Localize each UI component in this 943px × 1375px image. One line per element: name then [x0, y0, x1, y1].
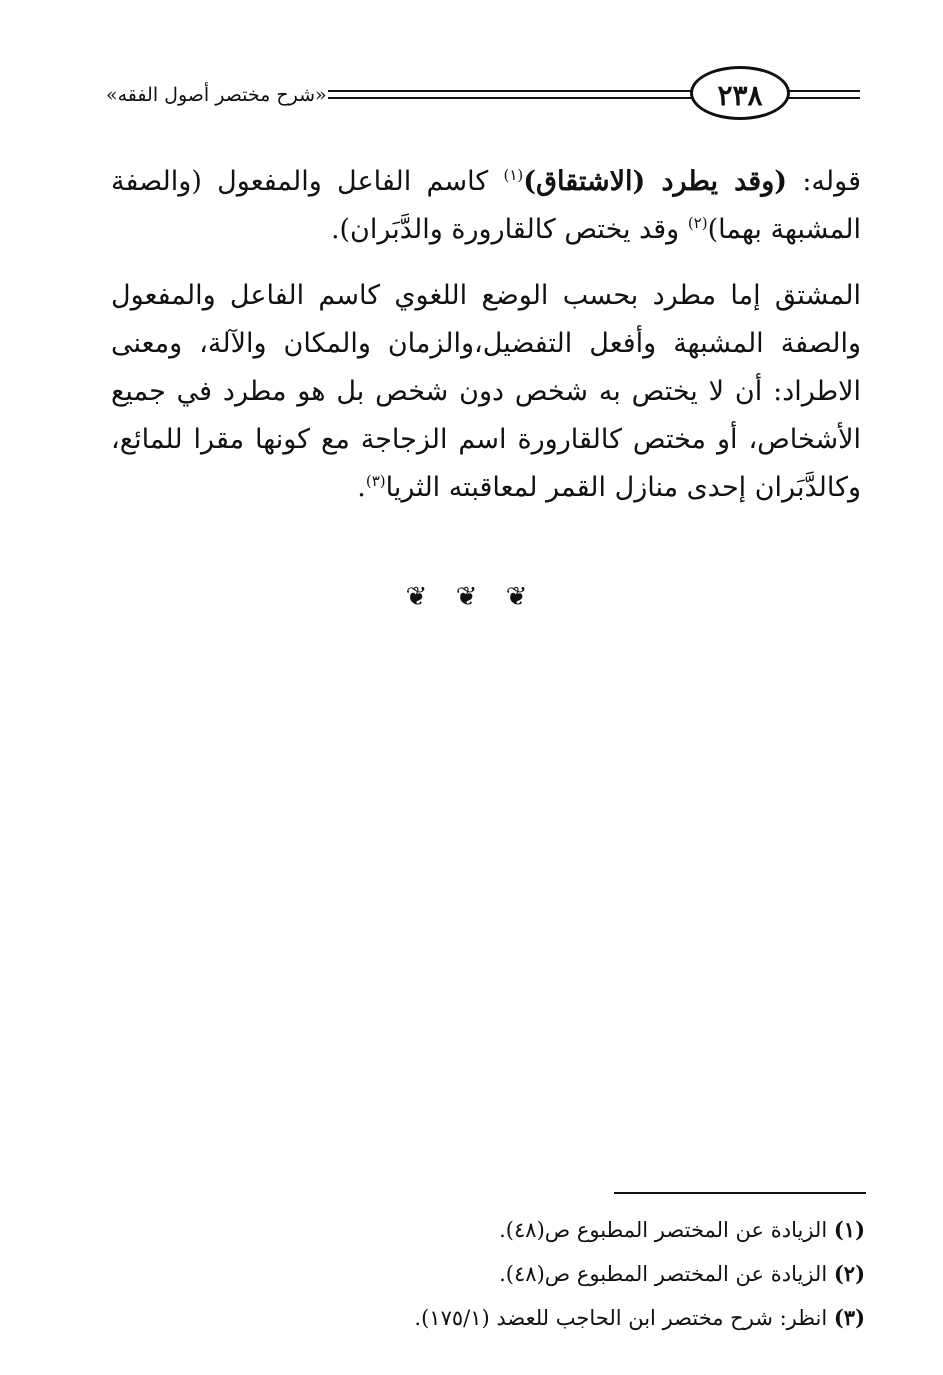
footnote-text: الزيادة عن المختصر المطبوع ص(٤٨).	[499, 1218, 834, 1242]
commentary-text: المشتق إما مطرد بحسب الوضع اللغوي كاسم الفاعل والمفعول والصفة المشبهة وأفعل التفضيل،والزمان والمكان والآلة، ومعنى الاطراد: أن لا يختص به شخص دون شخص بل هو مطرد في جميع الأشخاص، أو مختص كالقارورة اسم الزجاجة مع كونها مقرا للمائع، وكالدَّبَران إحدى منازل القمر لمعاقبته الثريا	[111, 280, 861, 503]
footnote-ref-3[interactable]: (٣)	[365, 472, 386, 490]
page-header	[90, 62, 860, 126]
quoted-matn-paragraph	[111, 158, 861, 254]
footnote-number: (١)	[833, 1217, 865, 1242]
intro-text: قوله:	[787, 166, 861, 197]
footnote-separator	[614, 1192, 866, 1194]
page-number: ٢٣٨	[690, 66, 790, 120]
footnote-number: (٢)	[833, 1261, 865, 1286]
footnote-1	[165, 1208, 865, 1252]
footnotes	[165, 1208, 865, 1340]
bold-quote: (وقد يطرد (الاشتقاق)	[523, 166, 788, 197]
footnote-3	[165, 1296, 865, 1340]
matn-text-b: وقد يختص كالقارورة والدَّبَران).	[330, 214, 688, 245]
matn-text-a: كاسم الفاعل والمفعول (والصفة المشبهة بهما)	[111, 166, 861, 245]
commentary-end: .	[357, 472, 366, 503]
commentary-paragraph	[111, 272, 861, 512]
footnote-text: انظر: شرح مختصر ابن الحاجب للعضد (١٧٥/١).	[414, 1306, 834, 1330]
section-ornament: ❦ ❦ ❦	[405, 582, 538, 612]
footnote-text: الزيادة عن المختصر المطبوع ص(٤٨).	[499, 1262, 834, 1286]
footnote-number: (٣)	[833, 1305, 865, 1330]
footnote-ref-2[interactable]: (٢)	[687, 214, 708, 232]
footnote-2	[165, 1252, 865, 1296]
footnote-ref-1[interactable]: (١)	[503, 166, 524, 184]
running-title: «شرح مختصر أصول الفقه»	[106, 84, 327, 106]
